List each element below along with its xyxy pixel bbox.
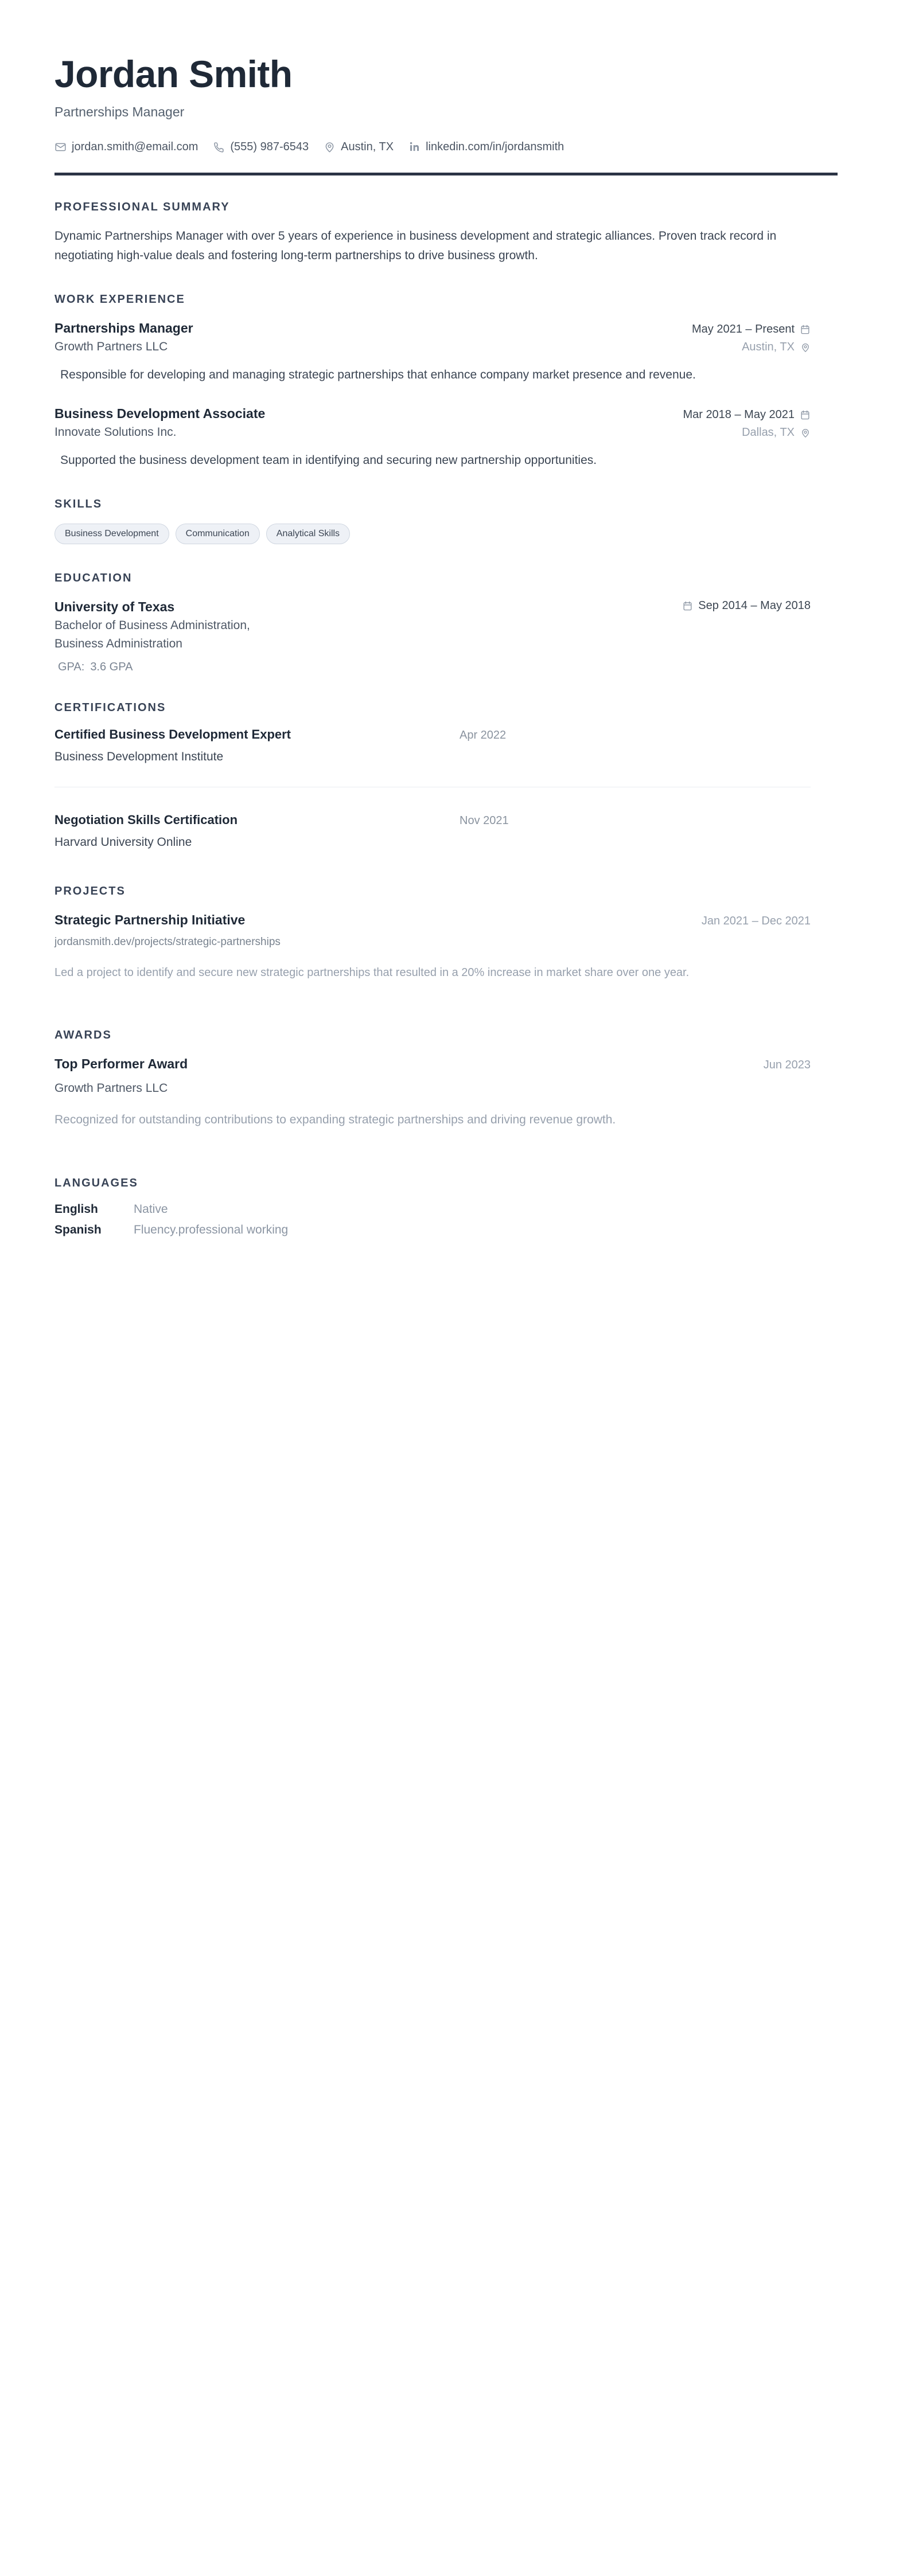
summary-text: Dynamic Partnerships Manager with over 5 years of experience in business development and strategic alliances. Proven track record in negotiating high-value deals and fostering long-term partnerships to drive business growth.	[54, 229, 777, 262]
section-title-certifications: CERTIFICATIONS	[54, 701, 166, 715]
work-location-text: Dallas, TX	[742, 426, 795, 439]
project-url[interactable]: jordansmith.dev/projects/strategic-partnerships	[54, 935, 281, 948]
education-degree-line-1: Bachelor of Business Administration,	[54, 619, 250, 633]
resume-header	[54, 54, 838, 175]
award-entry	[54, 1055, 838, 1130]
language-name: English	[54, 1203, 98, 1216]
education-degree-line-2: Business Administration	[54, 637, 182, 650]
contact-email-text: jordan.smith@email.com	[72, 140, 198, 154]
section-projects	[54, 885, 838, 981]
language-level: Fluency.professional working	[134, 1223, 289, 1237]
project-dates: Jan 2021 – Dec 2021	[701, 915, 811, 928]
work-dates	[683, 408, 811, 421]
project-description: Led a project to identify and secure new strategic partnerships that resulted in a 20% increase in market share over one year.	[54, 966, 690, 979]
skill-chip: Business Development	[54, 524, 169, 544]
award-entry-header	[54, 1055, 811, 1074]
section-title-languages: LANGUAGES	[54, 1177, 138, 1190]
language-list	[54, 1203, 838, 1237]
work-entry	[54, 404, 838, 470]
calendar-icon	[800, 324, 811, 335]
project-entry-header	[54, 911, 811, 930]
map-pin-icon	[324, 141, 336, 153]
education-entry-header	[54, 598, 811, 616]
education-dates	[682, 599, 811, 612]
work-entry	[54, 319, 838, 385]
education-dates-text: Sep 2014 – May 2018	[698, 599, 811, 612]
section-professional-summary	[54, 201, 838, 266]
award-issuer: Growth Partners LLC	[54, 1081, 168, 1095]
work-dates	[692, 323, 811, 336]
spacer	[54, 1141, 838, 1177]
work-description: Responsible for developing and managing strategic partnerships that enhance company market presence and revenue.	[60, 368, 696, 381]
work-entry-header	[54, 404, 811, 423]
certification-date: Apr 2022	[460, 729, 507, 742]
certification-entry-header	[54, 727, 811, 742]
section-languages	[54, 1177, 838, 1237]
certification-issuer: Harvard University Online	[54, 836, 192, 849]
spacer	[54, 470, 838, 498]
contact-location-text: Austin, TX	[341, 140, 394, 154]
spacer	[54, 674, 838, 701]
project-name: Strategic Partnership Initiative	[54, 912, 246, 928]
certification-name: Certified Business Development Expert	[54, 727, 291, 742]
language-level: Native	[134, 1203, 168, 1216]
skill-chip: Communication	[176, 524, 260, 544]
section-work-experience	[54, 293, 838, 470]
work-location	[742, 426, 811, 439]
award-date: Jun 2023	[763, 1058, 811, 1071]
certification-issuer: Business Development Institute	[54, 750, 224, 764]
contact-email[interactable]	[54, 141, 198, 153]
work-company: Innovate Solutions Inc.	[54, 426, 177, 439]
certification-name: Negotiation Skills Certification	[54, 813, 238, 828]
candidate-job-title: Partnerships Manager	[54, 104, 185, 120]
work-entry-subheader	[54, 423, 811, 442]
spacer	[54, 385, 838, 404]
map-pin-icon	[800, 342, 811, 353]
work-dates-text: May 2021 – Present	[692, 322, 795, 335]
section-awards	[54, 1029, 838, 1130]
section-title-skills: SKILLS	[54, 497, 103, 510]
contact-row	[54, 141, 838, 153]
spacer	[54, 849, 838, 885]
section-skills	[54, 498, 838, 544]
education-school: University of Texas	[54, 599, 175, 614]
spacer	[54, 266, 838, 293]
map-pin-icon	[800, 427, 811, 438]
contact-phone[interactable]	[213, 141, 309, 153]
education-gpa-value: 3.6 GPA	[90, 661, 133, 674]
section-title-projects: PROJECTS	[54, 885, 126, 898]
education-gpa	[58, 661, 838, 674]
education-entry	[54, 598, 838, 674]
section-title-education: EDUCATION	[54, 571, 133, 584]
spacer	[54, 544, 838, 572]
skill-chip: Analytical Skills	[266, 524, 350, 544]
certification-date: Nov 2021	[460, 814, 509, 828]
work-role: Business Development Associate	[54, 405, 266, 421]
section-title-awards: AWARDS	[54, 1028, 112, 1041]
project-entry	[54, 911, 838, 981]
work-description: Supported the business development team in identifying and securing new partnership opportunities.	[60, 453, 597, 467]
language-row	[54, 1203, 838, 1216]
award-name: Top Performer Award	[54, 1056, 188, 1071]
contact-location	[324, 141, 394, 153]
work-entry-header	[54, 319, 811, 338]
education-gpa-label: GPA:	[58, 661, 85, 674]
contact-linkedin[interactable]	[408, 141, 564, 153]
work-role: Partnerships Manager	[54, 320, 193, 335]
header-divider	[54, 173, 838, 175]
skills-chip-list	[54, 524, 838, 544]
work-dates-text: Mar 2018 – May 2021	[683, 408, 795, 421]
section-education	[54, 572, 838, 674]
spacer	[54, 993, 838, 1029]
phone-icon	[213, 141, 225, 153]
language-row	[54, 1223, 838, 1237]
work-entry-subheader	[54, 338, 811, 356]
section-certifications	[54, 701, 838, 849]
calendar-icon	[800, 409, 811, 420]
award-description: Recognized for outstanding contributions to expanding strategic partnerships and driving revenue growth.	[54, 1113, 616, 1126]
envelope-icon	[54, 141, 67, 153]
work-location	[742, 341, 811, 354]
language-name: Spanish	[54, 1223, 102, 1237]
contact-phone-text: (555) 987-6543	[230, 140, 309, 154]
section-title-work: WORK EXPERIENCE	[54, 292, 185, 306]
contact-linkedin-text: linkedin.com/in/jordansmith	[426, 140, 564, 154]
certification-entry	[54, 813, 838, 849]
certification-entry	[54, 727, 838, 764]
work-location-text: Austin, TX	[742, 341, 795, 354]
linkedin-icon	[408, 141, 421, 153]
calendar-icon	[682, 600, 693, 611]
section-title-summary: PROFESSIONAL SUMMARY	[54, 200, 230, 213]
candidate-name: Jordan Smith	[54, 53, 293, 95]
work-company: Growth Partners LLC	[54, 340, 168, 354]
certification-entry-header	[54, 813, 811, 828]
